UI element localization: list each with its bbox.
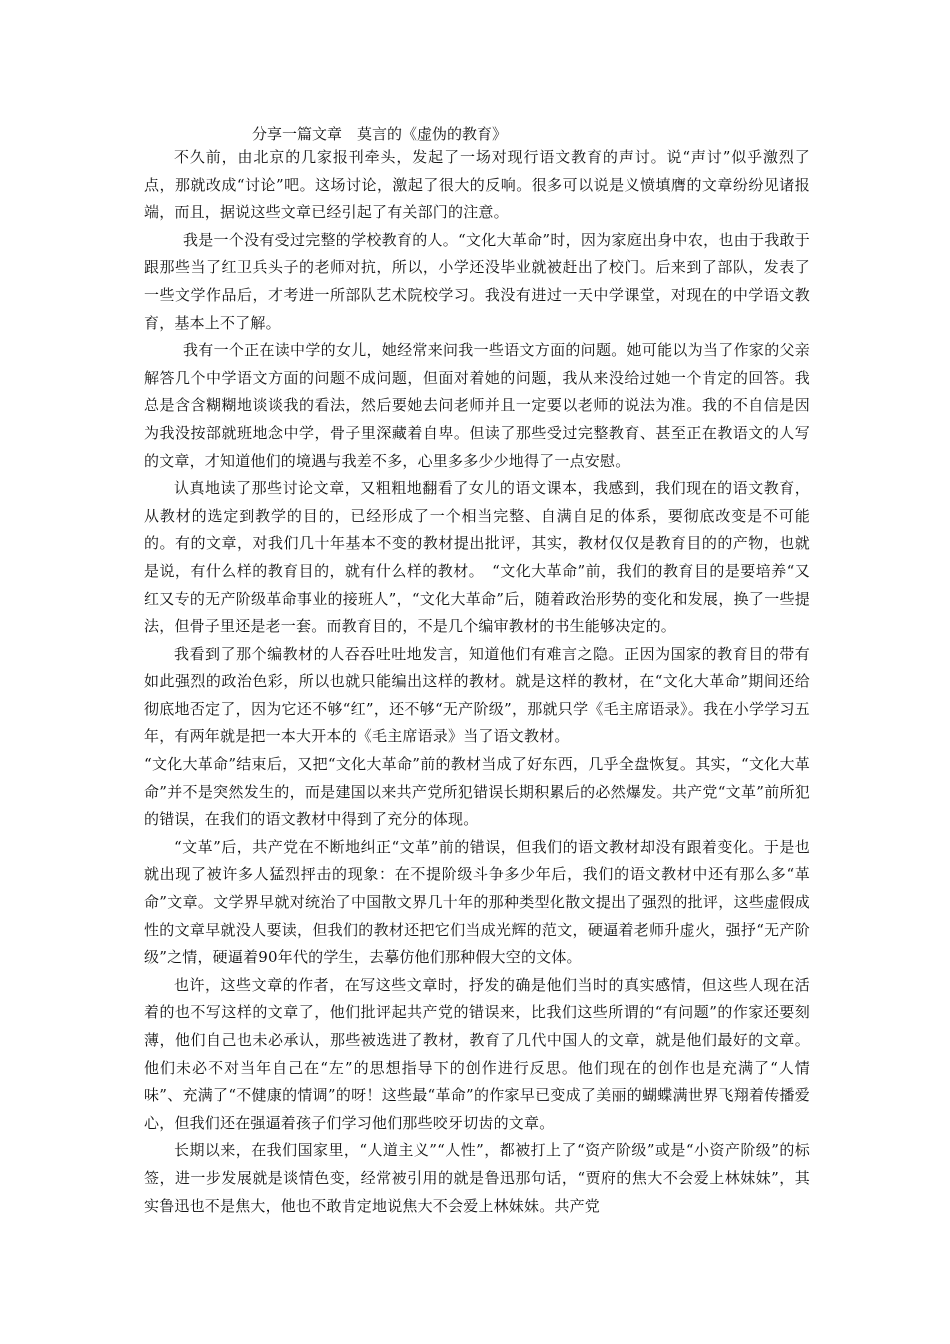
paragraph: 我是一个没有受过完整的学校教育的人。“文化大革命”时，因为家庭出身中农，也由于我敢于跟那些当了红卫兵头子的老师对抗，所以，小学还没毕业就被赶出了校门。后来到了部队，发表了一些文学作品后，才考进一所部队艺术院校学习。我没有进过一天中学课堂，对现在的中学语文教育，基本上不了解。 <box>144 230 810 332</box>
paragraph: “文革”后，共产党在不断地纠正“文革”前的错误，但我们的语文教材却没有跟着变化。于是也就出现了被许多人猛烈抨击的现象：在不提阶级斗争多少年后，我们的语文教材中还有那么多“革命”文章。文学界早就对统治了中国散文界几十年的那种类型化散文提出了强烈的批评，这些虚假成性的文章早就没人要读，但我们的教材还把它们当成光辉的范文，硬逼着老师升虚火，强抒“无产阶级”之情，硬逼着90年代的学生，去摹仿他们那种假大空的文体。 <box>144 837 810 967</box>
document-title: 分享一篇文章 莫言的《虚伪的教育》 <box>252 125 508 143</box>
paragraph: 不久前，由北京的几家报刊牵头，发起了一场对现行语文教育的声讨。说“声讨”似乎激烈了点，那就改成“讨论”吧。这场讨论，激起了很大的反响。很多可以说是义愤填膺的文章纷纷见诸报端，而且，据说这些文章已经引起了有关部门的注意。 <box>144 148 810 222</box>
paragraph: 也许，这些文章的作者，在写这些文章时，抒发的确是他们当时的真实感情，但这些人现在活着的也不写这样的文章了，他们批评起共产党的错误来，比我们这些所谓的“有问题”的作家还要刻薄，他们自己也未必承认，那些被选进了教材，教育了几代中国人的文章，就是他们最好的文章。他们未必不对当年自己在“左”的思想指导下的创作进行反思。他们现在的创作也是充满了“人情味”、充满了“不健康的情调”的呀！这些最“革命”的作家早已变成了美丽的蝴蝶满世界飞翔着传播爱心，但我们还在强逼着孩子们学习他们那些咬牙切齿的文章。 <box>144 975 810 1132</box>
paragraph: 认真地读了那些讨论文章，又粗粗地翻看了女儿的语文课本，我感到，我们现在的语文教育，从教材的选定到教学的目的，已经形成了一个相当完整、自满自足的体系，要彻底改变是不可能的。有的文章，对我们几十年基本不变的教材提出批评，其实，教材仅仅是教育目的的产物，也就是说，有什么样的教育目的，就有什么样的教材。 “文化大革命”前，我们的教育目的是要培养“又红又专的无产阶级革命事业的接班人”，“文化大革命”后，随着政治形势的变化和发展，换了一些提法，但骨子里还是老一套。而教育目的，不是几个编审教材的书生能够决定的。 <box>144 479 810 636</box>
paragraph: 长期以来，在我们国家里，“人道主义”“人性”，都被打上了“资产阶级”或是“小资产阶级”的标签，进一步发展就是谈情色变，经常被引用的就是鲁迅那句话，“贾府的焦大不会爱上林妹妹”，其实鲁迅也不是焦大，他也不敢肯定地说焦大不会爱上林妹妹。共产党 <box>144 1141 810 1215</box>
paragraph: 我有一个正在读中学的女儿，她经常来问我一些语文方面的问题。她可能以为当了作家的父亲解答几个中学语文方面的问题不成问题，但面对着她的问题，我从来没给过她一个肯定的回答。我总是含含糊糊地谈谈我的看法，然后要她去问老师并且一定要以老师的说法为准。我的不自信是因为我没按部就班地念中学，骨子里深藏着自卑。但读了那些受过完整教育、甚至正在教语文的人写的文章，才知道他们的境遇与我差不多，心里多多少少地得了一点安慰。 <box>144 341 810 470</box>
paragraph: 我看到了那个编教材的人吞吞吐吐地发言，知道他们有难言之隐。正因为国家的教育目的带有如此强烈的政治色彩，所以也就只能编出这样的教材。就是这样的教材，在“文化大革命”期间还给彻底地否定了，因为它还不够“红”，还不够“无产阶级”，那就只学《毛主席语录》。我在小学学习五年，有两年就是把一本大开本的《毛主席语录》当了语文教材。 <box>144 644 810 746</box>
paragraph: “文化大革命”结束后，又把“文化大革命”前的教材当成了好东西，几乎全盘恢复。其实，“文化大革命”并不是突然发生的，而是建国以来共产党所犯错误长期积累后的必然爆发。共产党“文革”前所犯的错误，在我们的语文教材中得到了充分的体现。 <box>144 755 810 829</box>
document-body <box>144 144 810 1220</box>
